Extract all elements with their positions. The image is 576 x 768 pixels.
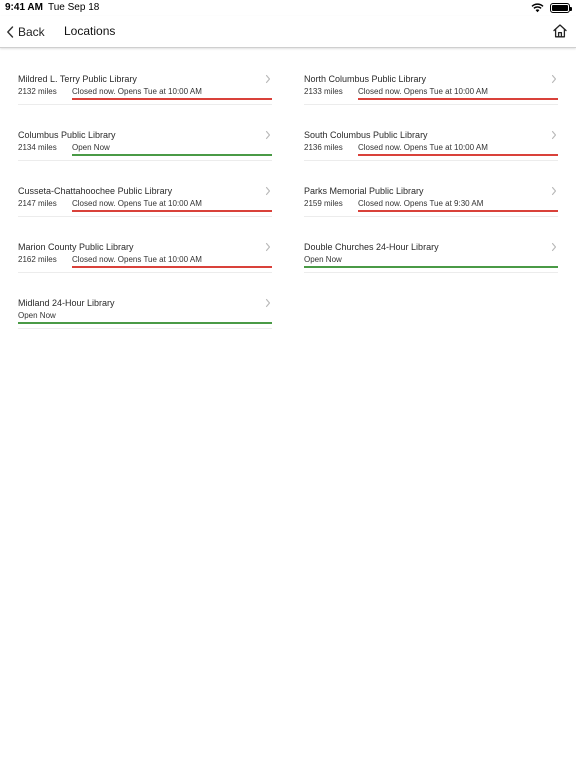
location-distance: 2134 miles xyxy=(18,143,57,152)
row-divider xyxy=(304,160,558,161)
battery-icon xyxy=(550,3,570,13)
location-name: Parks Memorial Public Library xyxy=(304,186,424,196)
status-time: 9:41 AM xyxy=(5,2,43,13)
chevron-right-icon xyxy=(264,130,272,140)
row-divider xyxy=(18,104,272,105)
row-divider xyxy=(18,216,272,217)
chevron-right-icon xyxy=(264,186,272,196)
page-title: Locations xyxy=(64,24,116,38)
row-divider xyxy=(304,104,558,105)
chevron-right-icon xyxy=(550,74,558,84)
location-distance: 2136 miles xyxy=(304,143,343,152)
chevron-right-icon xyxy=(264,298,272,308)
wifi-icon xyxy=(531,3,544,13)
location-status: Closed now. Opens Tue at 10:00 AM xyxy=(358,143,558,156)
location-status: Closed now. Opens Tue at 10:00 AM xyxy=(358,87,558,100)
chevron-right-icon xyxy=(550,130,558,140)
row-divider xyxy=(18,328,272,329)
location-distance: 2162 miles xyxy=(18,255,57,264)
row-divider xyxy=(18,160,272,161)
location-card[interactable] xyxy=(18,298,272,336)
status-indicators xyxy=(531,3,570,13)
location-card[interactable] xyxy=(18,74,272,112)
location-card[interactable] xyxy=(304,242,558,280)
location-status: Closed now. Opens Tue at 10:00 AM xyxy=(72,87,272,100)
home-icon[interactable] xyxy=(552,23,568,39)
navigation-bar xyxy=(0,16,576,48)
location-card[interactable] xyxy=(304,74,558,112)
back-button-label: Back xyxy=(18,25,45,39)
battery-level xyxy=(552,5,568,11)
location-name: North Columbus Public Library xyxy=(304,74,427,84)
location-status: Open Now xyxy=(18,311,272,324)
location-status: Closed now. Opens Tue at 10:00 AM xyxy=(72,199,272,212)
location-distance: 2147 miles xyxy=(18,199,57,208)
location-status: Closed now. Opens Tue at 10:00 AM xyxy=(72,255,272,268)
location-card[interactable] xyxy=(18,242,272,280)
chevron-right-icon xyxy=(264,74,272,84)
location-card[interactable] xyxy=(304,130,558,168)
location-name: Midland 24-Hour Library xyxy=(18,298,115,308)
location-card[interactable] xyxy=(18,186,272,224)
row-divider xyxy=(304,216,558,217)
location-name: Cusseta-Chattahoochee Public Library xyxy=(18,186,173,196)
chevron-right-icon xyxy=(550,186,558,196)
location-status: Closed now. Opens Tue at 9:30 AM xyxy=(358,199,558,212)
back-button[interactable] xyxy=(6,22,45,42)
location-card[interactable] xyxy=(304,186,558,224)
location-name: Mildred L. Terry Public Library xyxy=(18,74,137,84)
location-card[interactable] xyxy=(18,130,272,168)
status-bar xyxy=(0,0,576,16)
chevron-right-icon xyxy=(550,242,558,252)
location-name: Double Churches 24-Hour Library xyxy=(304,242,439,252)
row-divider xyxy=(18,272,272,273)
location-name: South Columbus Public Library xyxy=(304,130,428,140)
row-divider xyxy=(304,272,558,273)
location-status: Open Now xyxy=(304,255,558,268)
chevron-right-icon xyxy=(264,242,272,252)
location-distance: 2159 miles xyxy=(304,199,343,208)
location-distance: 2133 miles xyxy=(304,87,343,96)
location-name: Columbus Public Library xyxy=(18,130,116,140)
status-date: Tue Sep 18 xyxy=(48,2,100,13)
location-distance: 2132 miles xyxy=(18,87,57,96)
location-name: Marion County Public Library xyxy=(18,242,134,252)
chevron-left-icon xyxy=(6,26,14,38)
location-status: Open Now xyxy=(72,143,272,156)
